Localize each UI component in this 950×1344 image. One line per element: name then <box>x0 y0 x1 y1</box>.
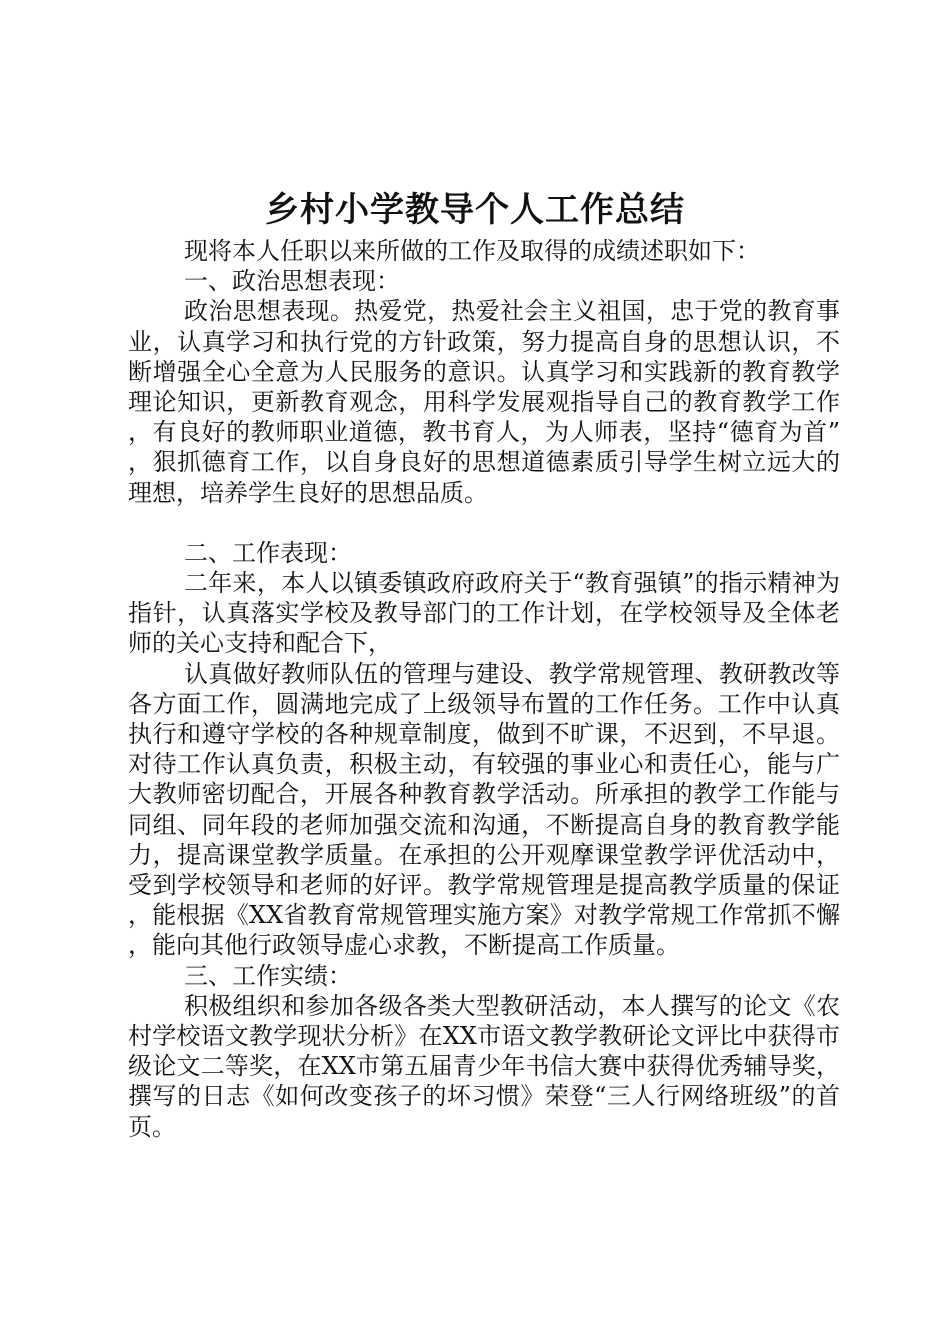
document-title: 乡村小学教导个人工作总结 <box>265 190 685 230</box>
intro-paragraph: 现将本人任职以来所做的工作及取得的成绩述职如下： <box>184 237 760 265</box>
achievements-paragraph: 积极组织和参加各级各类大型教研活动，本人撰写的论文《农村学校语文教学现状分析》在XX市语文教学教研论文评比中获得市级论文二等奖，在XX市第五届青少年书信大赛中获得优秀辅导奖，撰写的日志《如何改变孩子的坏习惯》荣登“三人行网络班级”的首页。 <box>128 991 840 1141</box>
politics-paragraph: 政治思想表现。热爱党，热爱社会主义祖国，忠于党的教育事业，认真学习和执行党的方针政策，努力提高自身的思想认识，不断增强全心全意为人民服务的意识。认真学习和实践新的教育教学理论知识，更新教育观念，用科学发展观指导自己的教育教学工作，有良好的教师职业道德，教书育人，为人师表，坚持“德育为首”，狠抓德育工作，以自身良好的思想道德素质引导学生树立远大的理想，培养学生良好的思想品质。 <box>128 297 840 507</box>
section-heading-work-performance: 二、工作表现： <box>184 538 352 567</box>
section-heading-achievements: 三、工作实绩： <box>184 961 352 990</box>
section-heading-politics: 一、政治思想表现： <box>184 267 400 296</box>
work-performance-paragraph-1: 二年来，本人以镇委镇政府政府关于“教育强镇”的指示精神为指针，认真落实学校及教导部门的工作计划，在学校领导及全体老师的关心支持和配合下， <box>128 569 840 658</box>
paragraph-gap <box>128 508 840 538</box>
work-performance-paragraph-2: 认真做好教师队伍的管理与建设、教学常规管理、教研教改等各方面工作，圆满地完成了上级领导布置的工作任务。工作中认真执行和遵守学校的各种规章制度，做到不旷课，不迟到，不早退。对待工作认真负责，积极主动，有较强的事业心和责任心，能与广大教师密切配合，开展各种教育教学活动。所承担的教学工作能与同组、同年段的老师加强交流和沟通，不断提高自身的教育教学能力，提高课堂教学质量。在承担的公开观摩课堂教学评优活动中，受到学校领导和老师的好评。教学常规管理是提高教学质量的保证，能根据《XX省教育常规管理实施方案》对教学常规工作常抓不懈，能向其他行政领导虚心求教，不断提高工作质量。 <box>128 659 840 960</box>
document-body <box>128 236 840 1142</box>
